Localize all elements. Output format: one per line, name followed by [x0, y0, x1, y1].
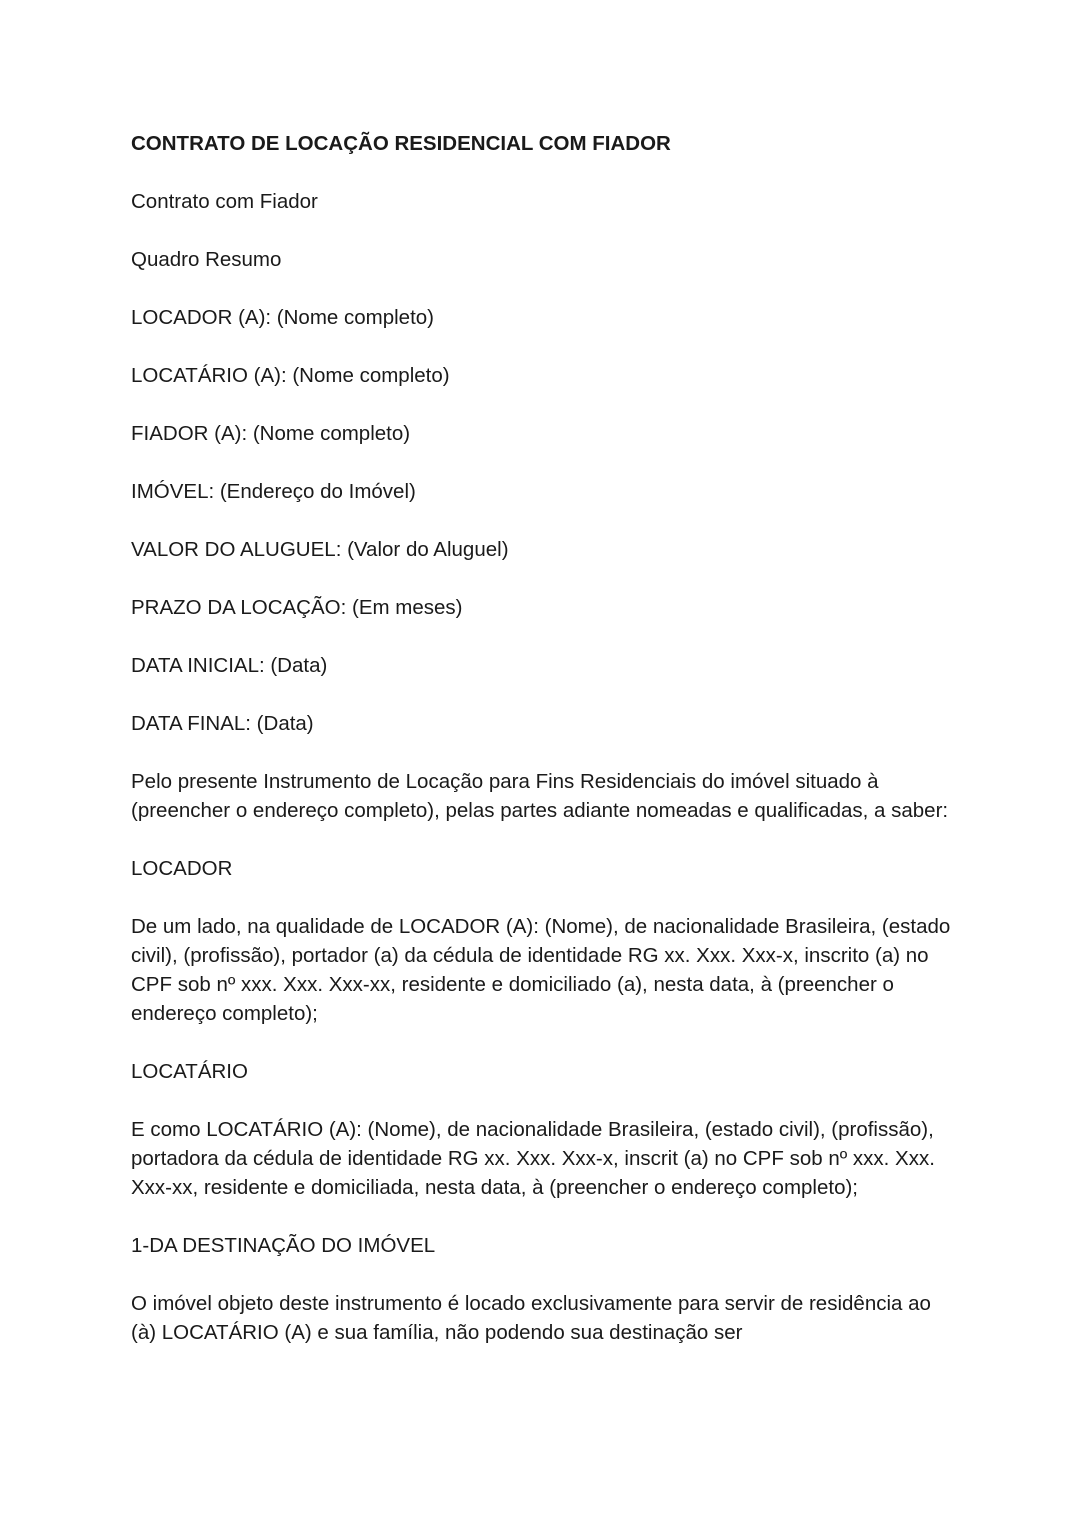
summary-field-locatario: LOCATÁRIO (A): (Nome completo)	[131, 364, 450, 387]
summary-field-data-final: DATA FINAL: (Data)	[131, 712, 314, 735]
document-title: CONTRATO DE LOCAÇÃO RESIDENCIAL COM FIADOR	[131, 132, 671, 155]
subtitle-contract-type: Contrato com Fiador	[131, 190, 318, 213]
summary-field-valor-aluguel: VALOR DO ALUGUEL: (Valor do Aluguel)	[131, 538, 509, 561]
document-body	[131, 129, 961, 1376]
locatario-qualification-paragraph: E como LOCATÁRIO (A): (Nome), de nacionalidade Brasileira, (estado civil), (profissão), portadora da cédula de identidade RG xx. Xxx. Xxx-x, inscrit (a) no CPF sob nº xxx. Xxx. Xxx-xx, residente e domiciliada, nesta data, à (preencher o endereço completo);	[131, 1118, 935, 1199]
summary-field-prazo: PRAZO DA LOCAÇÃO: (Em meses)	[131, 596, 463, 619]
summary-field-fiador: FIADOR (A): (Nome completo)	[131, 422, 411, 445]
clause-paragraph-destinacao: O imóvel objeto deste instrumento é locado exclusivamente para servir de residência ao (à) LOCATÁRIO (A) e sua família, não podendo sua destinação ser	[131, 1292, 931, 1344]
locador-qualification-paragraph: De um lado, na qualidade de LOCADOR (A): (Nome), de nacionalidade Brasileira, (estado civil), (profissão), portador (a) da cédula de identidade RG xx. Xxx. Xxx-x, inscrito (a) no CPF sob nº xxx. Xxx. Xxx-xx, residente e domiciliado (a), nesta data, à (preencher o endereço completo);	[131, 915, 951, 1025]
section-heading-locatario: LOCATÁRIO	[131, 1060, 248, 1083]
summary-field-imovel: IMÓVEL: (Endereço do Imóvel)	[131, 480, 416, 503]
summary-field-data-inicial: DATA INICIAL: (Data)	[131, 654, 328, 677]
section-heading-locador: LOCADOR	[131, 857, 233, 880]
section-heading-summary: Quadro Resumo	[131, 248, 282, 271]
clause-heading-destinacao: 1-DA DESTINAÇÃO DO IMÓVEL	[131, 1234, 436, 1257]
summary-field-locador: LOCADOR (A): (Nome completo)	[131, 306, 435, 329]
intro-paragraph: Pelo presente Instrumento de Locação para Fins Residenciais do imóvel situado à (preencher o endereço completo), pelas partes adiante nomeadas e qualificadas, a saber:	[131, 770, 949, 822]
